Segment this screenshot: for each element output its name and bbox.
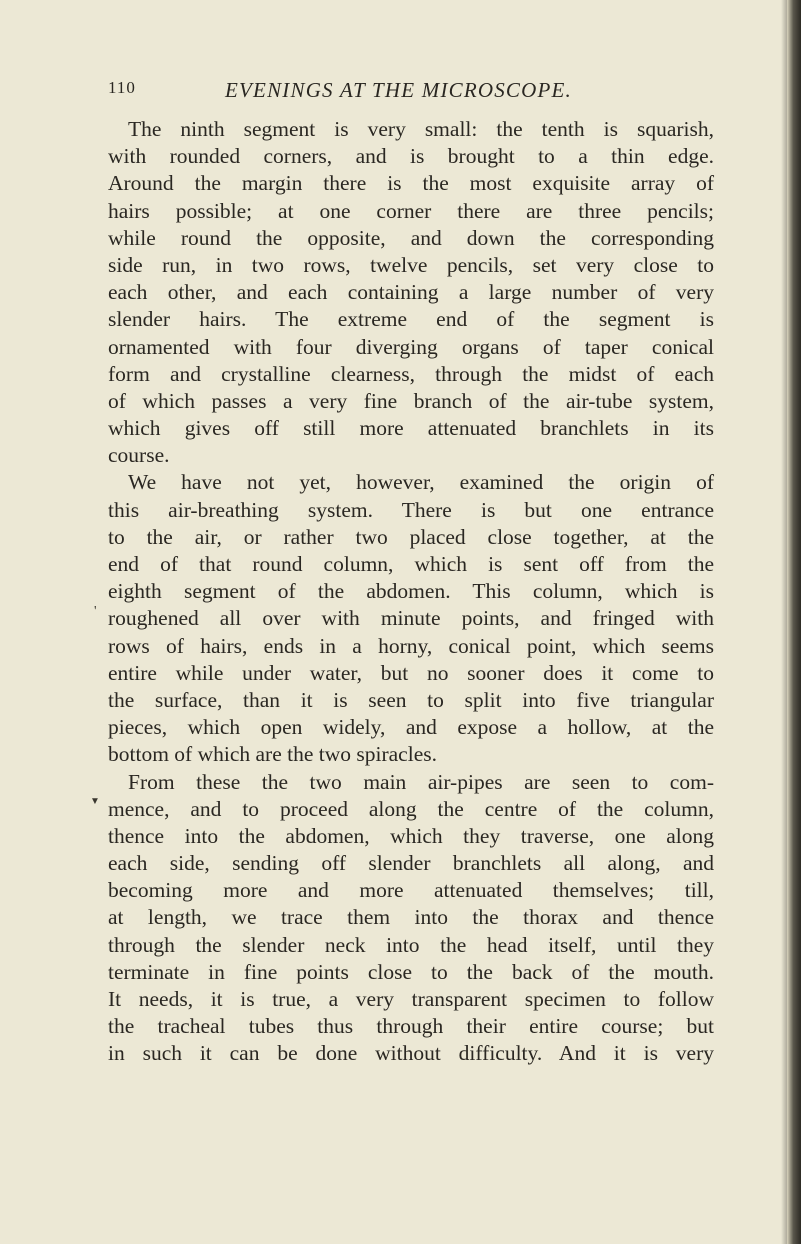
body-text	[108, 116, 714, 1068]
page-number: 110	[108, 78, 136, 97]
running-title: EVENINGS AT THE MICROSCOPE.	[225, 78, 573, 102]
text-line: at length, we trace them into the thorax and thence	[108, 905, 714, 930]
text-line: ornamented with four diverging organs of taper conical	[108, 334, 714, 359]
text-line: while round the opposite, and down the corresponding	[108, 225, 714, 250]
text-line: course.	[108, 443, 170, 468]
text-line: mence, and to proceed along the centre of the column,	[108, 796, 714, 821]
text-line: in such it can be done without difficulty. And it is very	[108, 1041, 714, 1066]
paragraph	[108, 116, 714, 469]
text-line: the surface, than it is seen to split into five triangular	[108, 687, 714, 712]
text-line: becoming more and more attenuated themselves; till,	[108, 878, 714, 903]
text-line: form and crystalline clearness, through the midst of each	[108, 361, 714, 386]
print-speck: '	[94, 604, 97, 619]
text-line: each side, sending off slender branchlets all along, and	[108, 851, 714, 876]
text-line: entire while under water, but no sooner does it come to	[108, 660, 714, 685]
text-line: through the slender neck into the head itself, until they	[108, 932, 714, 957]
text-line: pieces, which open widely, and expose a hollow, at the	[108, 715, 714, 740]
text-line: terminate in fine points close to the back of the mouth.	[108, 959, 714, 984]
text-line: The ninth segment is very small: the tenth is squarish,	[128, 117, 714, 141]
text-line: From these the two main air-pipes are seen to com-	[128, 769, 714, 794]
text-line: slender hairs. The extreme end of the segment is	[108, 307, 714, 332]
paragraph	[108, 469, 714, 768]
text-line: each other, and each containing a large number of very	[108, 280, 714, 305]
text-line: hairs possible; at one corner there are three pencils;	[108, 198, 714, 223]
text-line: Around the margin there is the most exquisite array of	[108, 171, 714, 196]
text-line: rows of hairs, ends in a horny, conical point, which seems	[108, 633, 714, 658]
text-line: to the air, or rather two placed close together, at the	[108, 524, 714, 549]
text-line: We have not yet, however, examined the origin of	[128, 470, 714, 495]
text-line: thence into the abdomen, which they traverse, one along	[108, 823, 714, 848]
text-line: of which passes a very fine branch of the air-tube system,	[108, 388, 714, 413]
page-edge	[787, 0, 801, 1244]
text-line: end of that round column, which is sent off from the	[108, 552, 714, 576]
text-line: roughened all over with minute points, and fringed with	[108, 606, 714, 631]
text-line: It needs, it is true, a very transparent specimen to follow	[108, 987, 714, 1011]
text-line: which gives off still more attenuated branchlets in its	[108, 416, 714, 441]
print-speck: ▼	[90, 796, 100, 807]
text-line: this air-breathing system. There is but one entrance	[108, 497, 714, 522]
text-line: bottom of which are the two spiracles.	[108, 742, 437, 767]
text-line: the tracheal tubes thus through their entire course; but	[108, 1014, 714, 1039]
page-header	[108, 78, 708, 108]
text-line: side run, in two rows, twelve pencils, set very close to	[108, 252, 714, 277]
text-line: eighth segment of the abdomen. This column, which is	[108, 579, 714, 604]
paragraph	[108, 769, 714, 1068]
text-line: with rounded corners, and is brought to a thin edge.	[108, 144, 714, 169]
